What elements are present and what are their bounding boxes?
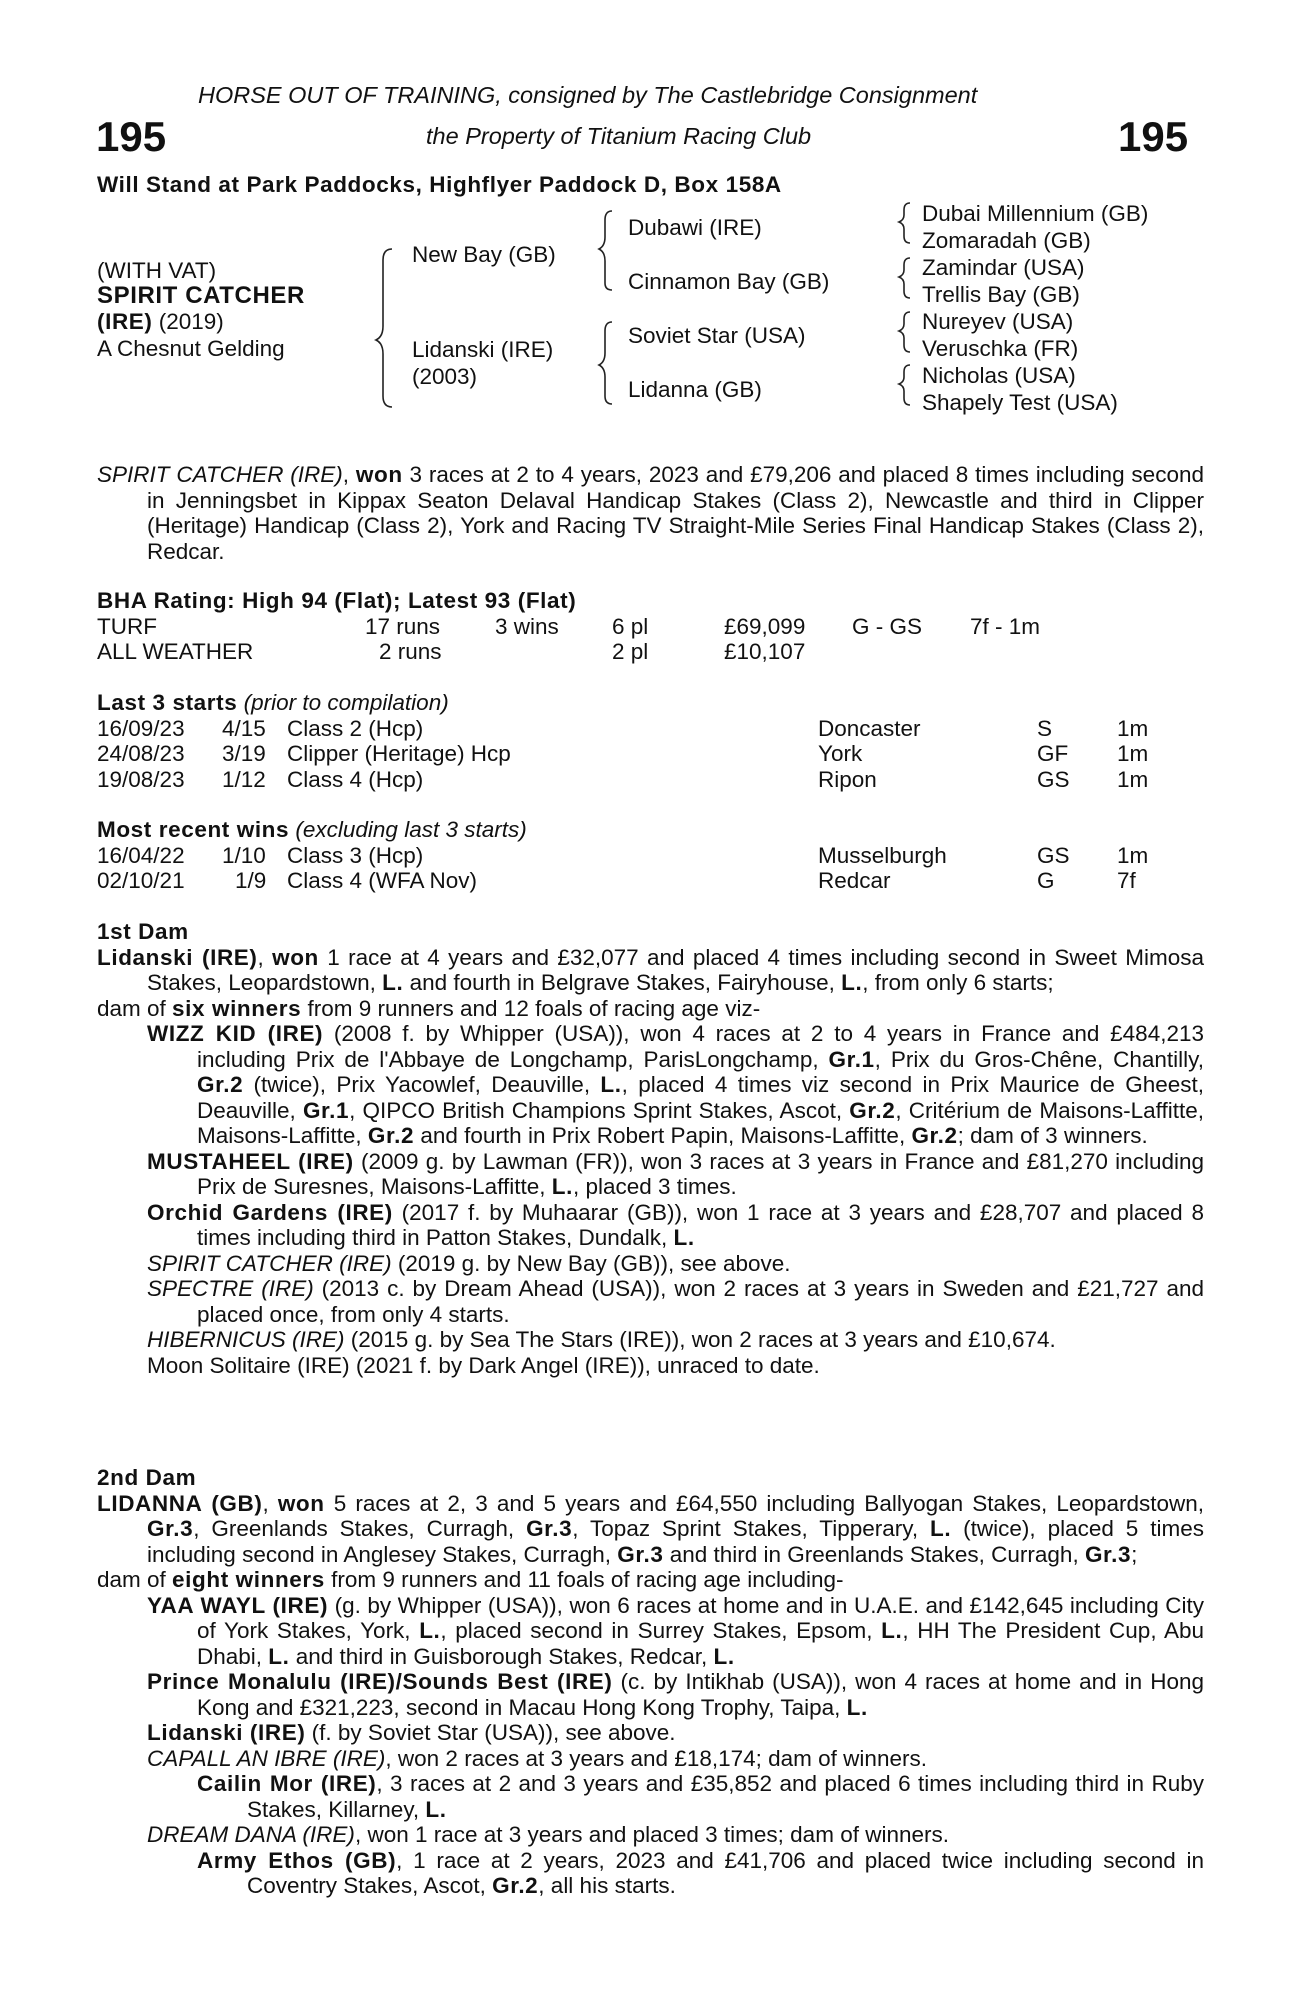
win-going: G xyxy=(1037,868,1055,893)
start-date: 24/08/23 xyxy=(97,741,185,766)
dam-dam: Lidanna (GB) xyxy=(628,377,762,402)
grand-produce-entry: Cailin Mor (IRE), 3 races at 2 and 3 years and £35,852 and placed 6 times including third in Ruby Stakes, Killarney, L. xyxy=(197,1771,1204,1822)
rating-distance: 7f - 1m xyxy=(970,613,1041,639)
first-dam-section: 1st Dam Lidanski (IRE), won 1 race at 4 years and £32,077 and placed 4 times including second in Sweet Mimosa Stakes, Leopardstown, L. and fourth in Belgrave Stakes, Fairyhouse, L., from only 6 starts; dam of six winners from 9 runners and 12 foals of racing age viz- WIZZ KID (IRE) (2008 f. by Whipper (USA)), won 4 races at 2 to 4 years in France and £484,213 including Prix de l'Abbaye de Longchamp, ParisLongchamp, Gr.1, Prix du Gros-Chêne, Chantilly, Gr.2 (twice), Prix Yacowlef, Deauville, L., placed 4 times viz second in Prix Maurice de Gheest, Deauville, Gr.1, QIPCO British Champions Sprint Stakes, Ascot, Gr.2, Critérium de Maisons-Laffitte, Maisons-Laffitte, Gr.2 and fourth in Prix Robert Papin, Maisons-Laffitte, Gr.2; dam of 3 winners. MUSTAHEEL (IRE) (2009 g. by Lawman (FR)), won 3 races at 3 years in France and £81,270 including Prix de Suresnes, Maisons-Laffitte, L., placed 3 times. Orchid Gardens (IRE) (2017 f. by Muhaarar (GB)), won 1 race at 3 years and £28,707 and placed 8 times including third in Patton Stakes, Dundalk, L. SPIRIT CATCHER (IRE) (2019 g. by New Bay (GB)), see above. SPECTRE (IRE) (2013 c. by Dream Ahead (USA)), won 2 races at 3 years in Sweden and £21,727 and placed once, from only 4 starts. HIBERNICUS (IRE) (2015 g. by Sea The Stars (IRE)), won 2 races at 3 years and £10,674. Moon Solitaire (IRE) (2021 f. by Dark Angel (IRE)), unraced to date. xyxy=(97,919,1205,1378)
win-position: 1/9 xyxy=(235,868,267,893)
dam-sire-sire: Nureyev (USA) xyxy=(922,309,1074,334)
win-distance: 1m xyxy=(1117,842,1149,868)
winners-count: six winners xyxy=(172,995,302,1021)
win-row xyxy=(97,868,1204,894)
start-race: Class 2 (Hcp) xyxy=(287,715,424,741)
rating-heading: BHA Rating: High 94 (Flat); Latest 93 (Flat) xyxy=(97,588,577,613)
start-course: Doncaster xyxy=(818,715,921,741)
first-dam-heading: 1st Dam xyxy=(97,919,189,944)
produce-entry: MUSTAHEEL (IRE) (2009 g. by Lawman (FR)), won 3 races at 3 years in France and £81,270 including Prix de Suresnes, Maisons-Laffitte, L., placed 3 times. xyxy=(147,1148,1204,1199)
listed-badge: L. xyxy=(382,970,404,995)
win-date: 02/10/21 xyxy=(97,868,185,893)
summary-text: 3 races at 2 to 4 years, 2023 and £79,206 and placed 8 times including second in Jenningsbet in Kippax Seaton Delaval Handicap Stakes (Class 2), Newcastle and third in Clipper (Heritage) Handicap (Class 2), York and Racing TV Straight-Mile Series Final Handicap Stakes (Class 2), Redcar. xyxy=(147,462,1204,564)
recent-wins-note: (excluding last 3 starts) xyxy=(289,817,527,842)
produce-entry: Moon Solitaire (IRE) (2021 f. by Dark Angel (IRE)), unraced to date. xyxy=(147,1352,820,1378)
horse-year: (2019) xyxy=(152,309,224,334)
first-dam-name: Lidanski (IRE) xyxy=(97,944,258,970)
lot-number-left: 195 xyxy=(96,113,167,160)
start-date: 19/08/23 xyxy=(97,766,185,792)
win-going: GS xyxy=(1037,842,1070,868)
sire-sire: Dubawi (IRE) xyxy=(628,215,762,240)
listed-badge: L. xyxy=(841,970,863,995)
produce-entry: Lidanski (IRE) (f. by Soviet Star (USA)), see above. xyxy=(147,1720,676,1745)
winners-count: eight winners xyxy=(172,1567,325,1592)
win-date: 16/04/22 xyxy=(97,842,185,868)
sire-dam-dam: Trellis Bay (GB) xyxy=(922,282,1080,307)
first-dam-text: and fourth in Belgrave Stakes, Fairyhouse, xyxy=(403,970,842,995)
produce-name: Cailin Mor (IRE) xyxy=(197,1771,377,1796)
stabling-location: Will Stand at Park Paddocks, Highflyer Paddock D, Box 158A xyxy=(97,172,782,197)
rating-runs: 2 runs xyxy=(379,639,442,664)
produce-entry: Orchid Gardens (IRE) (2017 f. by Muhaarar (GB)), won 1 race at 3 years and £28,707 and placed 8 times including third in Patton Stakes, Dundalk, L. xyxy=(147,1199,1204,1250)
start-race: Clipper (Heritage) Hcp xyxy=(287,741,511,766)
win-race: Class 3 (Hcp) xyxy=(287,842,424,868)
start-row xyxy=(97,767,1204,793)
lot-number-right: 195 xyxy=(1118,113,1189,160)
produce-entry: DREAM DANA (IRE), won 1 race at 3 years and placed 3 times; dam of winners. xyxy=(147,1822,949,1847)
dam-sire-dam: Veruschka (FR) xyxy=(922,336,1079,361)
start-going: GS xyxy=(1037,766,1070,792)
win-row xyxy=(97,843,1204,869)
vat-status: (WITH VAT) xyxy=(97,258,217,283)
produce-name: Prince Monalulu (IRE)/Sounds Best (IRE) xyxy=(147,1669,613,1694)
produce-entry: WIZZ KID (IRE) (2008 f. by Whipper (USA)), won 4 races at 2 to 4 years in France and £484,213 including Prix de l'Abbaye de Longchamp, ParisLongchamp, Gr.1, Prix du Gros-Chêne, Chantilly, Gr.2 (twice), Prix Yacowlef, Deauville, L., placed 4 times viz second in Prix Maurice de Gheest, Deauville, Gr.1, QIPCO British Champions Sprint Stakes, Ascot, Gr.2, Critérium de Maisons-Laffitte, Maisons-Laffitte, Gr.2 and fourth in Prix Robert Papin, Maisons-Laffitte, Gr.2; dam of 3 winners. xyxy=(147,1021,1205,1148)
start-row xyxy=(97,741,1204,767)
produce-name: HIBERNICUS (IRE) xyxy=(147,1327,345,1352)
start-distance: 1m xyxy=(1117,766,1149,792)
sire-dam: Cinnamon Bay (GB) xyxy=(628,269,830,294)
horse-description: A Chesnut Gelding xyxy=(97,336,285,361)
rating-runs: 17 runs xyxy=(365,613,441,639)
rating-section xyxy=(97,588,1204,665)
dam-dam-sire: Nicholas (USA) xyxy=(922,363,1076,388)
dam-of-text: from 9 runners and 12 foals of racing age viz- xyxy=(301,995,761,1021)
sire-sire-dam: Zomaradah (GB) xyxy=(922,228,1091,253)
recent-wins-section xyxy=(97,817,1204,894)
produce-name: Lidanski (IRE) xyxy=(147,1720,306,1745)
second-dam-section: 2nd Dam LIDANNA (GB), won 5 races at 2, 3 and 5 years and £64,550 including Ballyogan Stakes, Leopardstown, Gr.3, Greenlands Stakes, Curragh, Gr.3, Topaz Sprint Stakes, Tipperary, L. (twice), placed 5 times including second in Anglesey Stakes, Curragh, Gr.3 and third in Greenlands Stakes, Curragh, Gr.3; dam of eight winners from 9 runners and 11 foals of racing age including- YAA WAYL (IRE) (g. by Whipper (USA)), won 6 races at home and in U.A.E. and £142,645 including City of York Stakes, York, L., placed second in Surrey Stakes, Epsom, L., HH The President Cup, Abu Dhabi, L. and third in Guisborough Stakes, Redcar, L. Prince Monalulu (IRE)/Sounds Best (IRE) (c. by Intikhab (USA)), won 4 races at home and in Hong Kong and £321,223, second in Macau Hong Kong Trophy, Taipa, L. Lidanski (IRE) (f. by Soviet Star (USA)), see above. CAPALL AN IBRE (IRE), won 2 races at 3 years and £18,174; dam of winners. Cailin Mor (IRE), 3 races at 2 and 3 years and £35,852 and placed 6 times including third in Ruby Stakes, Killarney, L. DREAM DANA (IRE), won 1 race at 3 years and placed 3 times; dam of winners. Army Ethos (GB), 1 race at 2 years, 2023 and £41,706 and placed twice including second in Coventry Stakes, Ascot, Gr.2, all his starts. xyxy=(97,1465,1205,1898)
dam-of-text: from 9 runners and 11 foals of racing age including- xyxy=(324,1567,844,1592)
start-going: GF xyxy=(1037,741,1069,766)
rating-prize: £10,107 xyxy=(724,639,806,664)
second-dam-won: won xyxy=(277,1490,325,1516)
catalogue-title: HORSE OUT OF TRAINING, consigned by The Castlebridge Consignment xyxy=(198,82,978,108)
rating-surface: ALL WEATHER xyxy=(97,639,254,664)
race-record-summary xyxy=(97,462,1204,564)
dam: Lidanski (IRE) xyxy=(412,337,554,362)
horse-origin: (IRE) xyxy=(97,309,153,334)
win-position: 1/10 xyxy=(222,842,266,868)
sire: New Bay (GB) xyxy=(412,242,556,267)
win-course: Redcar xyxy=(818,868,891,893)
rating-surface: TURF xyxy=(97,613,157,639)
start-position: 3/19 xyxy=(222,741,266,766)
produce-name: Army Ethos (GB) xyxy=(197,1847,397,1873)
dam-sire: Soviet Star (USA) xyxy=(628,323,806,348)
produce-entry: CAPALL AN IBRE (IRE), won 2 races at 3 years and £18,174; dam of winners. xyxy=(147,1745,927,1771)
win-course: Musselburgh xyxy=(818,842,947,868)
start-date: 16/09/23 xyxy=(97,715,185,741)
produce-name: WIZZ KID (IRE) xyxy=(147,1021,324,1046)
start-going: S xyxy=(1037,715,1053,741)
produce-name: MUSTAHEEL (IRE) xyxy=(147,1148,354,1174)
produce-name: CAPALL AN IBRE (IRE) xyxy=(147,1745,386,1771)
produce-entry: SPECTRE (IRE) (2013 c. by Dream Ahead (USA)), won 2 races at 3 years in Sweden and £21,727 and placed once, from only 4 starts. xyxy=(147,1276,1205,1327)
grand-produce-entry: Army Ethos (GB), 1 race at 2 years, 2023 and £41,706 and placed twice including second in Coventry Stakes, Ascot, Gr.2, all his starts. xyxy=(197,1847,1204,1898)
start-distance: 1m xyxy=(1117,715,1149,741)
dam-year: (2003) xyxy=(412,364,478,389)
first-dam-text: , from only 6 starts; xyxy=(862,970,1054,995)
first-dam-text: 1 race at 4 years and £32,077 and placed 4 times including second in Sweet Mimosa Stakes, Leopardstown, xyxy=(147,944,1204,995)
summary-comma: , xyxy=(342,462,356,487)
rating-placed: 6 pl xyxy=(612,613,649,639)
start-course: Ripon xyxy=(818,766,877,792)
start-course: York xyxy=(818,741,863,766)
last-starts-note: (prior to compilation) xyxy=(237,690,449,715)
start-position: 4/15 xyxy=(222,715,266,741)
start-position: 1/12 xyxy=(222,766,266,792)
start-distance: 1m xyxy=(1117,741,1149,766)
win-distance: 7f xyxy=(1117,868,1136,893)
second-dam-name: LIDANNA (GB) xyxy=(97,1490,263,1516)
vendor-line: the Property of Titanium Racing Club xyxy=(426,123,812,149)
rating-row xyxy=(97,614,1204,640)
rating-prize: £69,099 xyxy=(724,613,806,639)
first-dam-won: won xyxy=(272,944,319,970)
start-race: Class 4 (Hcp) xyxy=(287,766,424,792)
horse-name: SPIRIT CATCHER xyxy=(97,282,305,309)
rating-row xyxy=(97,639,1204,665)
dam-dam-dam: Shapely Test (USA) xyxy=(922,390,1118,415)
win-race: Class 4 (WFA Nov) xyxy=(287,868,478,893)
produce-entry: HIBERNICUS (IRE) (2015 g. by Sea The Stars (IRE)), won 2 races at 3 years and £10,674. xyxy=(147,1327,1056,1352)
produce-entry: YAA WAYL (IRE) (g. by Whipper (USA)), won 6 races at home and in U.A.E. and £142,645 including City of York Stakes, York, L., placed second in Surrey Stakes, Epsom, L., HH The President Cup, Abu Dhabi, L. and third in Guisborough Stakes, Redcar, L. xyxy=(147,1592,1205,1669)
produce-name: Orchid Gardens (IRE) xyxy=(147,1199,393,1225)
produce-name: DREAM DANA (IRE) xyxy=(147,1822,355,1847)
summary-horse-name: SPIRIT CATCHER (IRE) xyxy=(97,462,343,487)
last-starts-section xyxy=(97,690,1204,792)
start-row xyxy=(97,716,1204,742)
produce-name: YAA WAYL (IRE) xyxy=(147,1592,329,1618)
sire-dam-sire: Zamindar (USA) xyxy=(922,255,1085,280)
recent-wins-heading: Most recent wins xyxy=(97,817,290,842)
dam-of-text: dam of xyxy=(97,995,173,1021)
sire-sire-sire: Dubai Millennium (GB) xyxy=(922,201,1149,226)
rating-going: G - GS xyxy=(852,613,923,639)
second-dam-heading: 2nd Dam xyxy=(97,1465,197,1490)
summary-won: won xyxy=(355,462,403,487)
last-starts-heading: Last 3 starts xyxy=(97,690,238,715)
rating-wins: 3 wins xyxy=(495,613,559,639)
produce-entry: SPIRIT CATCHER (IRE) (2019 g. by New Bay (GB)), see above. xyxy=(147,1250,791,1276)
rating-placed: 2 pl xyxy=(612,639,649,664)
produce-entry: Prince Monalulu (IRE)/Sounds Best (IRE) (c. by Intikhab (USA)), won 4 races at home and in Hong Kong and £321,223, second in Macau Hong Kong Trophy, Taipa, L. xyxy=(147,1669,1204,1720)
produce-name: SPIRIT CATCHER (IRE) xyxy=(147,1250,392,1276)
dam-of-text: dam of xyxy=(97,1567,173,1592)
produce-name: SPECTRE (IRE) xyxy=(147,1276,314,1301)
